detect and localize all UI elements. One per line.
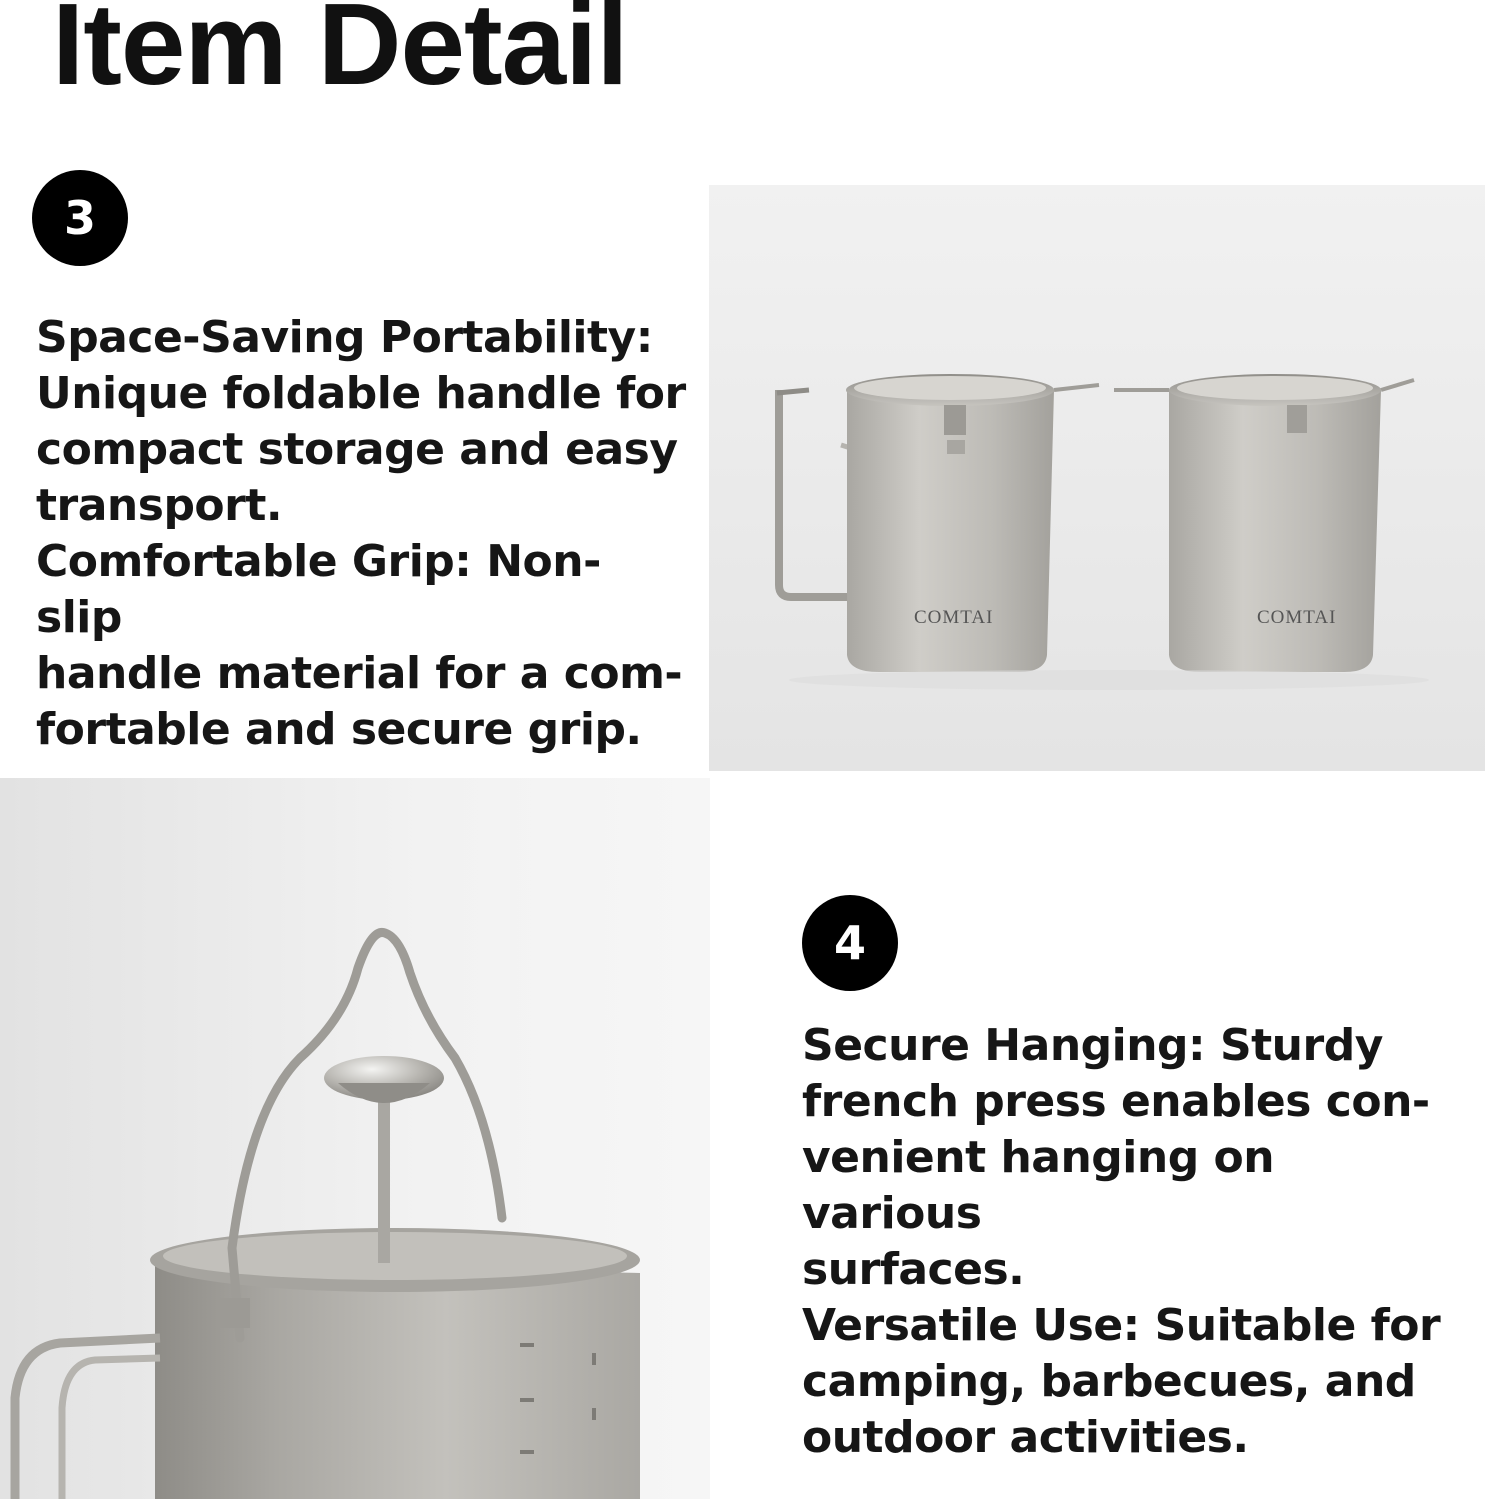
feature-3-line: transport. — [36, 480, 283, 531]
feature-3-line: Space-Saving Portability: — [36, 312, 653, 363]
step-number-badge-4: 4 — [802, 895, 898, 991]
step-number-badge-3: 3 — [32, 170, 128, 266]
feature-4-line: surfaces. — [802, 1244, 1025, 1295]
product-photo-french-press — [0, 778, 710, 1499]
feature-4-line: Secure Hanging: Sturdy — [802, 1020, 1383, 1071]
product-photo-two-mugs — [709, 185, 1485, 771]
feature-3-line: compact storage and easy — [36, 424, 678, 475]
feature-4-line: outdoor activities. — [802, 1412, 1249, 1463]
page-title: Item Detail — [52, 0, 628, 109]
brand-label-right: COMTAI — [1257, 607, 1337, 628]
feature-3-line: Comfortable Grip: Non-slip — [36, 536, 601, 643]
feature-3-line: handle material for a com- — [36, 648, 683, 699]
feature-4-description — [802, 1018, 1462, 1466]
feature-3-line: fortable and secure grip. — [36, 704, 642, 755]
feature-4-line: venient hanging on various — [802, 1132, 1275, 1239]
feature-4-line: camping, barbecues, and — [802, 1356, 1416, 1407]
feature-3-line: Unique foldable handle for — [36, 368, 686, 419]
feature-4-line: Versatile Use: Suitable for — [802, 1300, 1441, 1351]
brand-label-left: COMTAI — [914, 607, 994, 628]
feature-3-description — [36, 310, 686, 758]
feature-4-line: french press enables con- — [802, 1076, 1430, 1127]
